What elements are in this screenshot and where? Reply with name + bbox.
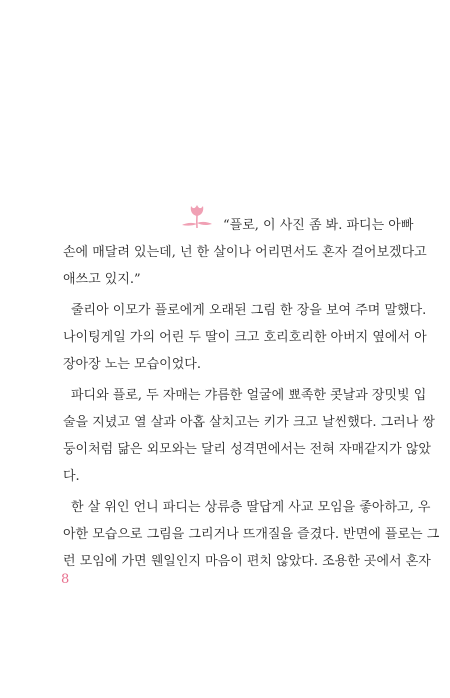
text-line: 애쓰고 있지.” (63, 272, 141, 287)
page-number: 8 (61, 572, 70, 587)
body-text (63, 212, 440, 575)
text-line: 아한 모습으로 그림을 그리거나 뜨개질을 즐겼다. 반면에 플로는 그 (63, 527, 440, 542)
text-line: 장아장 노는 모습이었다. (63, 357, 201, 372)
text-line: 줄리아 이모가 플로에게 오래된 그림 한 장을 보여 주며 말했다. (71, 303, 427, 318)
text-line: 다. (63, 469, 80, 484)
text-line: 술을 지녔고 열 살과 아홉 살치고는 키가 크고 날씬했다. 그러나 쌍 (63, 415, 435, 430)
paragraph (63, 297, 427, 378)
paragraph (63, 212, 427, 293)
text-line: 나이팅게일 가의 어린 두 딸이 크고 호리호리한 아버지 옆에서 아 (63, 330, 427, 345)
text-line: “플로, 이 사진 좀 봐. 파디는 아빠 (223, 218, 414, 233)
text-line: 파디와 플로, 두 자매는 갸름한 얼굴에 뾰족한 콧날과 장밋빛 입 (71, 388, 427, 403)
paragraph (63, 382, 435, 490)
text-line: 한 살 위인 언니 파디는 상류층 딸답게 사교 모임을 좋아하고, 우 (71, 500, 431, 515)
paragraph (63, 494, 440, 575)
text-line: 런 모임에 가면 웬일인지 마음이 편치 않았다. 조용한 곳에서 혼자 (63, 554, 431, 569)
text-line: 손에 매달려 있는데, 넌 한 살이나 어리면서도 혼자 걸어보겠다고 (63, 245, 427, 260)
text-line: 둥이처럼 닮은 외모와는 달리 성격면에서는 전혀 자매같지가 않았 (63, 442, 431, 457)
